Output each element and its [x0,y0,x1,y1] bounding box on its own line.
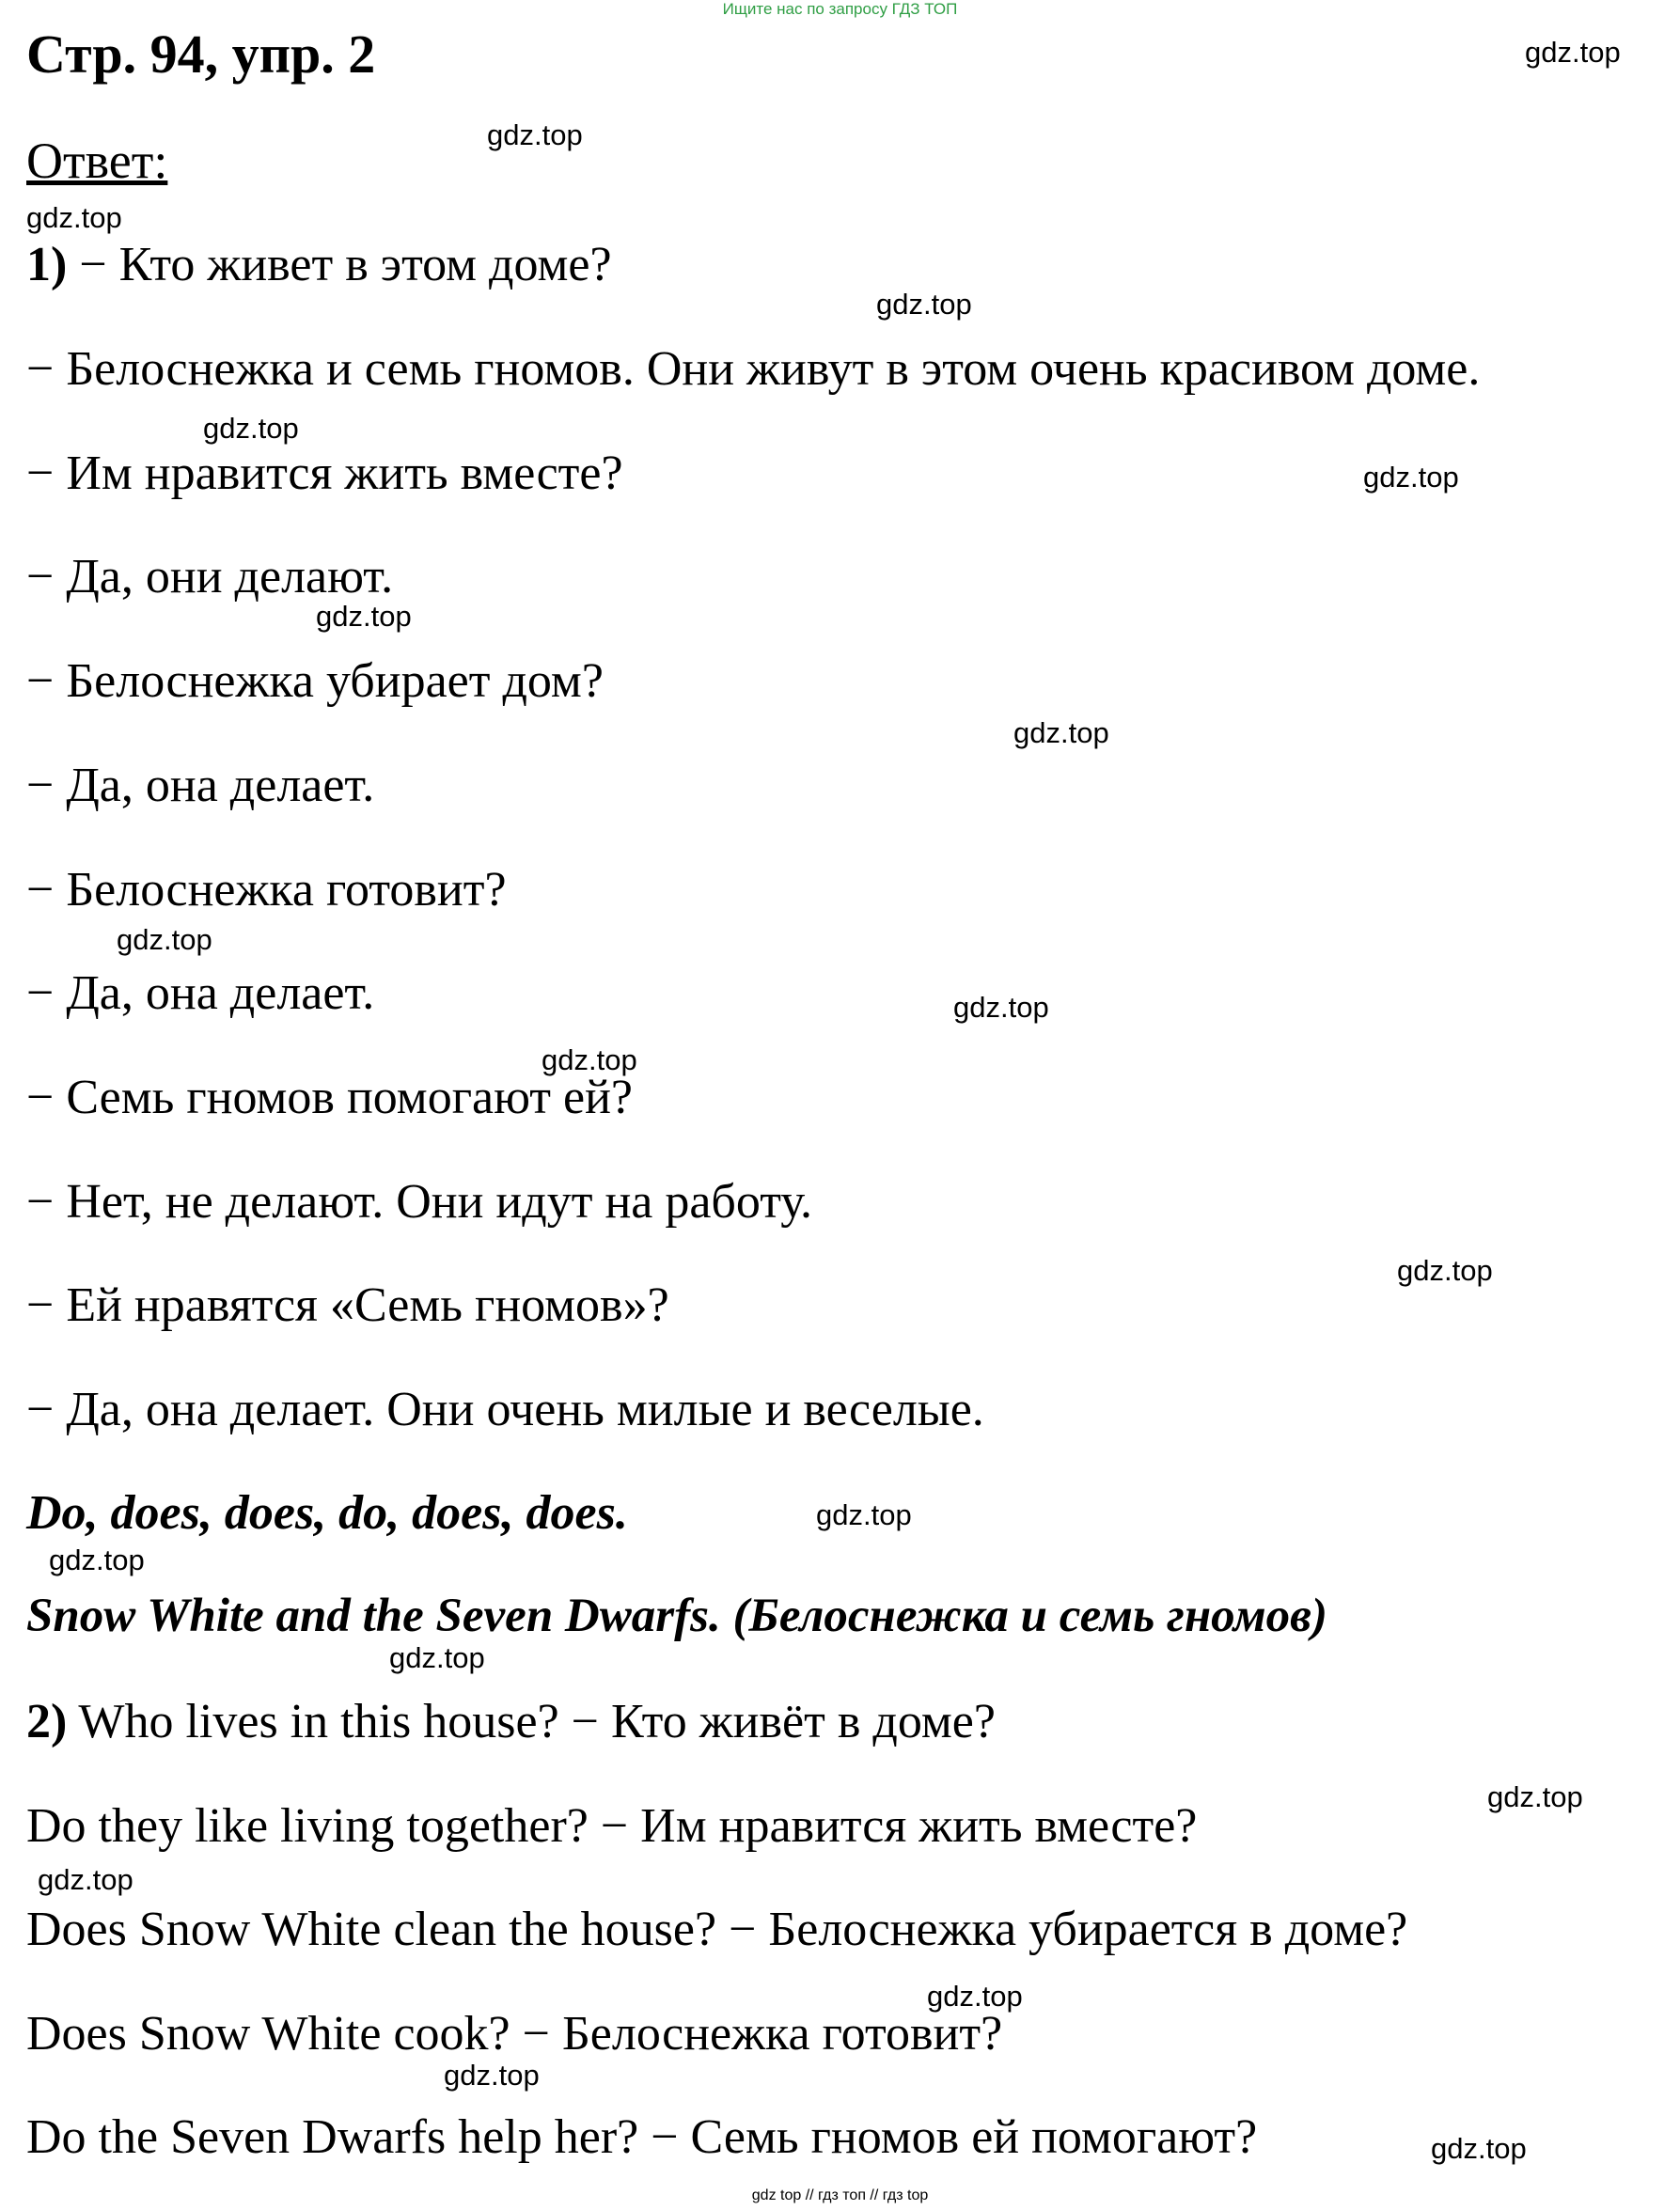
dialog-line: − Белоснежка и семь гномов. Они живут в этом очень красивом доме. [26,342,1481,396]
dialog-line-1 [26,237,612,292]
watermark: gdz.top [1013,716,1109,749]
watermark: gdz.top [26,201,122,234]
dialog-line: − Нет, не делают. Они идут на работу. [26,1175,813,1229]
footer: gdz top // гдз топ // гдз top [751,2187,929,2203]
dialog-line: − Белоснежка убирает дом? [26,654,604,708]
watermark: gdz.top [444,2059,540,2092]
watermark: gdz.top [203,412,299,445]
watermark: gdz.top [1525,36,1621,69]
section-number-2: 2) [26,1695,68,1748]
dialog-line: − Да, она делает. Они очень милые и веселые. [26,1383,984,1436]
page-title: Стр. 94, упр. 2 [26,24,376,85]
watermark: gdz.top [876,288,972,321]
dialog-line: − Белоснежка готовит? [26,863,507,917]
translation-line: Do they like living together? − Им нравится жить вместе? [26,1799,1198,1853]
watermark: gdz.top [389,1641,485,1674]
section-number-1: 1) [26,238,68,291]
translation-line-1-text: Who lives in this house? − Кто живёт в доме? [67,1695,996,1748]
dialog-line: − Им нравится жить вместе? [26,447,623,500]
watermark: gdz.top [49,1544,145,1576]
story-title: Snow White and the Seven Dwarfs. (Белоснежка и семь гномов) [26,1590,1327,1642]
watermark: gdz.top [1397,1254,1493,1287]
watermark: gdz.top [316,600,412,633]
watermark: gdz.top [117,923,212,956]
dialog-line: − Да, она делает. [26,966,375,1020]
translation-line: Do the Seven Dwarfs help her? − Семь гномов ей помогают? [26,2110,1258,2164]
dialog-line-1-text: − Кто живет в этом доме? [79,238,612,291]
watermark: gdz.top [38,1863,133,1896]
dialog-line: − Да, они делают. [26,550,394,603]
watermark: gdz.top [816,1498,912,1531]
translation-line-1 [26,1694,996,1749]
dialog-line: − Да, она делает. [26,759,375,812]
watermark: gdz.top [1431,2132,1527,2165]
watermark: gdz.top [1363,461,1459,494]
watermark: gdz.top [1487,1780,1583,1813]
translation-line: Does Snow White clean the house? − Белоснежка убирается в доме? [26,1903,1408,1956]
dialog-line: − Ей нравятся «Семь гномов»? [26,1278,669,1332]
watermark: gdz.top [487,118,583,151]
watermark: gdz.top [927,1980,1023,2013]
watermark: gdz.top [953,991,1049,1024]
dialog-line: − Семь гномов помогают ей? [26,1071,633,1124]
answer-words: Do, does, does, do, does, does. [26,1486,628,1540]
watermark: gdz.top [542,1043,637,1076]
answer-label: Ответ: [26,133,168,189]
top-banner: Ищите нас по запросу ГДЗ ТОП [722,0,958,18]
translation-line: Does Snow White cook? − Белоснежка готовит? [26,2007,1003,2061]
